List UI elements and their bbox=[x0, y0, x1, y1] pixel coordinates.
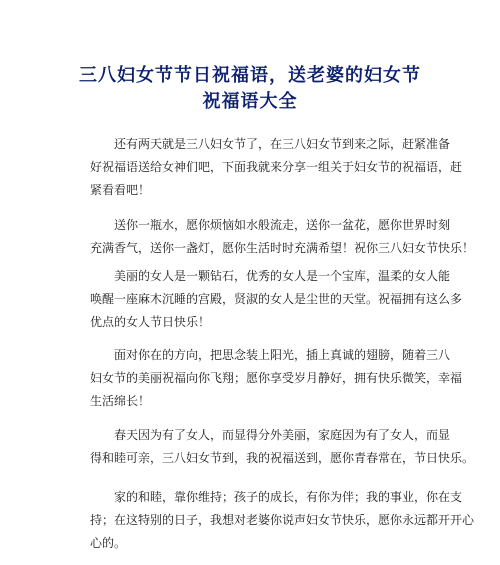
paragraph-blessing-3 bbox=[90, 344, 463, 413]
paragraph-line: 优点的女人节日快乐！ bbox=[90, 315, 211, 329]
paragraph-line: 充满香气，送你一盏灯，愿你生活时时充满希望！祝你三八妇女节快乐！ bbox=[90, 241, 475, 255]
paragraph-blessing-4 bbox=[90, 424, 475, 470]
paragraph-line: 美丽的女人是一颗钻石，优秀的女人是一个宝库，温柔的女人能 bbox=[90, 269, 451, 283]
paragraph-intro bbox=[90, 133, 463, 202]
paragraph-line: 唤醒一座麻木沉睡的宫殿，贤淑的女人是尘世的天堂。祝福拥有这么多 bbox=[90, 292, 463, 306]
paragraph-blessing-2 bbox=[90, 265, 463, 334]
paragraph-line: 紧看看吧！ bbox=[90, 183, 151, 197]
paragraph-line: 还有两天就是三八妇女节了，在三八妇女节到来之际，赶紧准备 bbox=[90, 137, 451, 151]
paragraph-blessing-5 bbox=[90, 486, 475, 555]
paragraph-line: 心的。 bbox=[90, 536, 127, 550]
paragraph-line: 持；在这特别的日子，我想对老婆你说声妇女节快乐，愿你永远都开开心 bbox=[90, 513, 475, 527]
page-title-line-1: 三八妇女节节日祝福语，送老婆的妇女节 bbox=[79, 65, 421, 86]
paragraph-line: 送你一瓶水，愿你烦恼如水般流走，送你一盆花，愿你世界时刻 bbox=[90, 218, 451, 232]
paragraph-line: 面对你在的方向，把思念装上阳光，插上真诚的翅膀，随着三八 bbox=[90, 348, 451, 362]
page-title-line-2: 祝福语大全 bbox=[202, 91, 298, 112]
paragraph-line: 妇女节的美丽祝福向你飞翔；愿你享受岁月静好，拥有快乐微笑，幸福 bbox=[90, 371, 463, 385]
paragraph-line: 春天因为有了女人，而显得分外美丽，家庭因为有了女人，而显 bbox=[90, 428, 451, 442]
paragraph-line: 得和睦可亲，三八妇女节到，我的祝福送到，愿你青春常在，节日快乐。 bbox=[90, 451, 475, 465]
paragraph-line: 家的和睦，靠你维持；孩子的成长，有你为伴；我的事业，你在支 bbox=[90, 490, 463, 504]
paragraph-blessing-1 bbox=[90, 214, 475, 260]
paragraph-line: 好祝福语送给女神们吧，下面我就来分享一组关于妇女节的祝福语，赶 bbox=[90, 160, 463, 174]
paragraph-line: 生活绵长！ bbox=[90, 394, 151, 408]
